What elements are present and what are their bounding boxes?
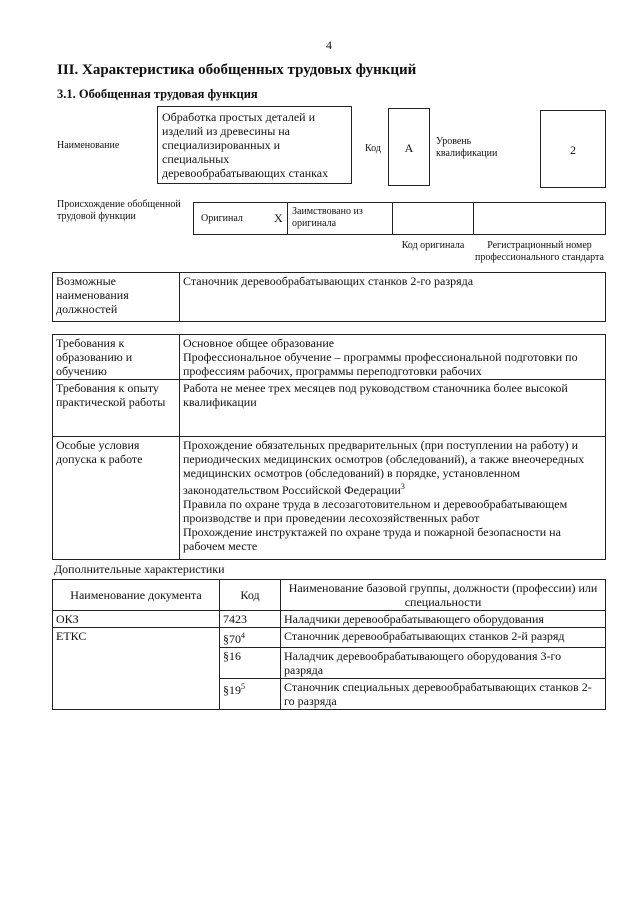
- original-box: [193, 202, 288, 235]
- row-code: [220, 628, 281, 648]
- subsection-title: 3.1. Обобщенная трудовая функция: [57, 87, 258, 101]
- conditions-line: [183, 438, 602, 497]
- original-mark: Х: [274, 211, 283, 225]
- reg-number-label: Регистрационный номер профессионального стандарта: [475, 240, 604, 263]
- row-name: Станочник деревообрабатывающих станков 2-й разряд: [281, 628, 606, 648]
- education-label: Требования к образованию и обучению: [53, 335, 180, 380]
- code-value-box: [388, 108, 430, 186]
- row-doc: ОКЗ: [53, 611, 220, 628]
- name-value: Обработка простых деталей и изделий из древесины на специализированных и специальных деревообрабатывающих станках: [162, 110, 329, 180]
- experience-value: [180, 380, 606, 437]
- section-title: III. Характеристика обобщенных трудовых функций: [57, 62, 417, 78]
- col-name-header: Наименование базовой группы, должности (профессии) или специальности: [281, 580, 606, 611]
- name-value-box: [157, 106, 352, 184]
- level-value: 2: [570, 143, 576, 157]
- positions-label: Возможные наименования должностей: [53, 273, 180, 322]
- experience-line: Работа не менее трех месяцев под руководством станочника более высокой квалификации: [183, 381, 568, 409]
- experience-label: Требования к опыту практической работы: [53, 380, 180, 437]
- row-code-footnote: 5: [241, 682, 245, 691]
- footnote-mark: 3: [400, 482, 405, 491]
- col-doc-header: Наименование документа: [53, 580, 220, 611]
- level-label: Уровень квалификации: [436, 136, 498, 159]
- additional-title: Дополнительные характеристики: [54, 562, 225, 576]
- education-value: [180, 335, 606, 380]
- education-line: Профессиональное обучение – программы профессиональной подготовки по профессиям рабочих, программы переподготовки рабочих: [183, 350, 578, 378]
- original-label: Оригинал: [201, 213, 243, 224]
- table-row: [53, 628, 606, 648]
- row-code-text: §19: [223, 683, 241, 697]
- row-name: Станочник специальных деревообрабатывающих станков 2-го разряда: [281, 679, 606, 710]
- conditions-line: Прохождение инструктажей по охране труда и пожарной безопасности на рабочем месте: [183, 525, 561, 553]
- education-line: Основное общее образование: [183, 336, 335, 350]
- code-original-box: [392, 202, 474, 235]
- origin-label: Происхождение обобщенной трудовой функции: [57, 199, 181, 222]
- reg-number-box: [473, 202, 606, 235]
- positions-table: [52, 272, 606, 322]
- code-value: А: [404, 141, 414, 155]
- borrowed-label: Заимствовано из оригинала: [292, 206, 363, 229]
- row-code: [220, 679, 281, 710]
- additional-table: [52, 579, 606, 710]
- level-value-box: [540, 110, 606, 188]
- table-row: [53, 611, 606, 628]
- code-label: Код: [365, 143, 381, 154]
- row-doc: ЕТКС: [53, 628, 220, 710]
- row-code: [220, 648, 281, 679]
- code-original-label: Код оригинала: [401, 240, 465, 251]
- row-name: Наладчики деревообрабатывающего оборудования: [281, 611, 606, 628]
- requirements-table: [52, 334, 606, 560]
- borrowed-box: [287, 202, 393, 235]
- row-code: [220, 611, 281, 628]
- name-label: Наименование: [57, 140, 120, 151]
- row-name: Наладчик деревообрабатывающего оборудования 3-го разряда: [281, 648, 606, 679]
- row-code-text: §70: [223, 632, 241, 646]
- positions-value: Станочник деревообрабатывающих станков 2-го разряда: [180, 273, 606, 322]
- row-code-text: §16: [223, 649, 241, 663]
- row-code-text: 7423: [223, 612, 247, 626]
- page-number: 4: [326, 38, 332, 52]
- col-code-header: Код: [220, 580, 281, 611]
- row-code-footnote: 4: [241, 631, 245, 640]
- conditions-label: Особые условия допуска к работе: [53, 437, 180, 560]
- conditions-line-text: Прохождение обязательных предварительных (при поступлении на работу) и периодических медицинских осмотров (обследований), а также внеочередных медицинских осмотров (обследований) в порядке, установленном законодательством Российской Федерации: [183, 438, 585, 497]
- conditions-value: [180, 437, 606, 560]
- conditions-line: Правила по охране труда в лесозаготовительном и деревообрабатывающем производстве и при проведении лесохозяйственных работ: [183, 497, 568, 525]
